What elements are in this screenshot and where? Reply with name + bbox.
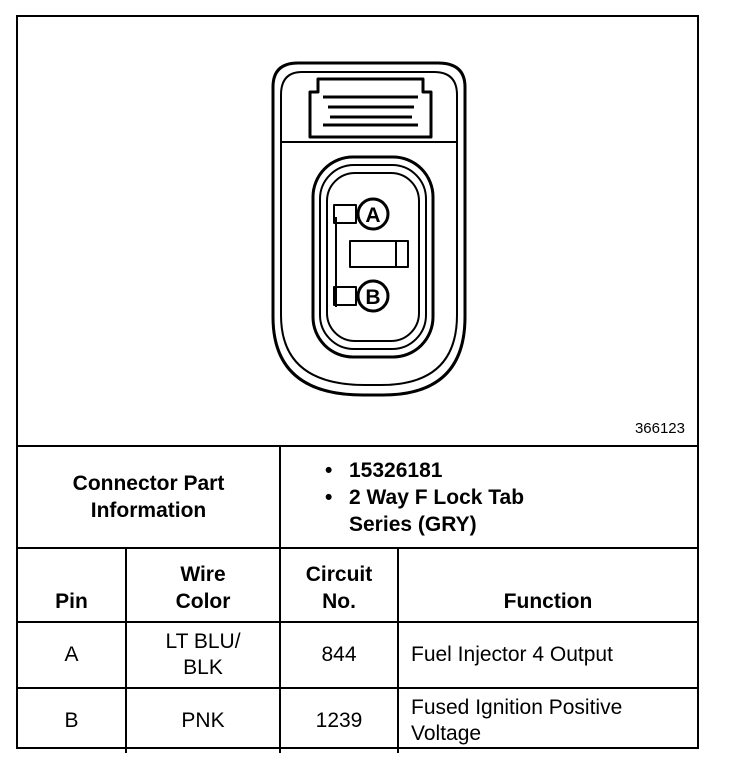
circuit-cell: 1239 [280,688,398,753]
terminal-b-latch [334,287,356,305]
wire-color-cell: PNK [126,688,280,753]
pin-b-label: B [365,286,381,309]
function-cell: Fused Ignition Positive Voltage [398,688,697,753]
part-number-item: • 15326181 [325,458,443,482]
header-circuit-no: Circuit No. [280,548,398,622]
connector-description-item: • 2 Way F Lock Tab Series (GRY) [325,485,525,536]
pin-a-label: A [365,204,381,227]
header-wire-color: Wire Color [126,548,280,622]
figure-id: 366123 [634,420,685,437]
connector-part-info-label: Connector Part Information [18,446,280,548]
connector-info-table [18,445,697,753]
table-row [18,688,697,753]
header-pin: Pin [18,548,126,622]
diagram-frame [16,15,699,749]
center-key [350,241,408,267]
terminal-a-latch [334,205,356,223]
connector-diagram [18,17,697,445]
wire-color-cell: LT BLU/ BLK [126,622,280,688]
pin-cell: A [18,622,126,688]
circuit-cell: 844 [280,622,398,688]
header-function: Function [398,548,697,622]
table-row [18,622,697,688]
connector-part-info-list [280,446,697,548]
function-cell: Fuel Injector 4 Output [398,622,697,688]
pin-cell: B [18,688,126,753]
